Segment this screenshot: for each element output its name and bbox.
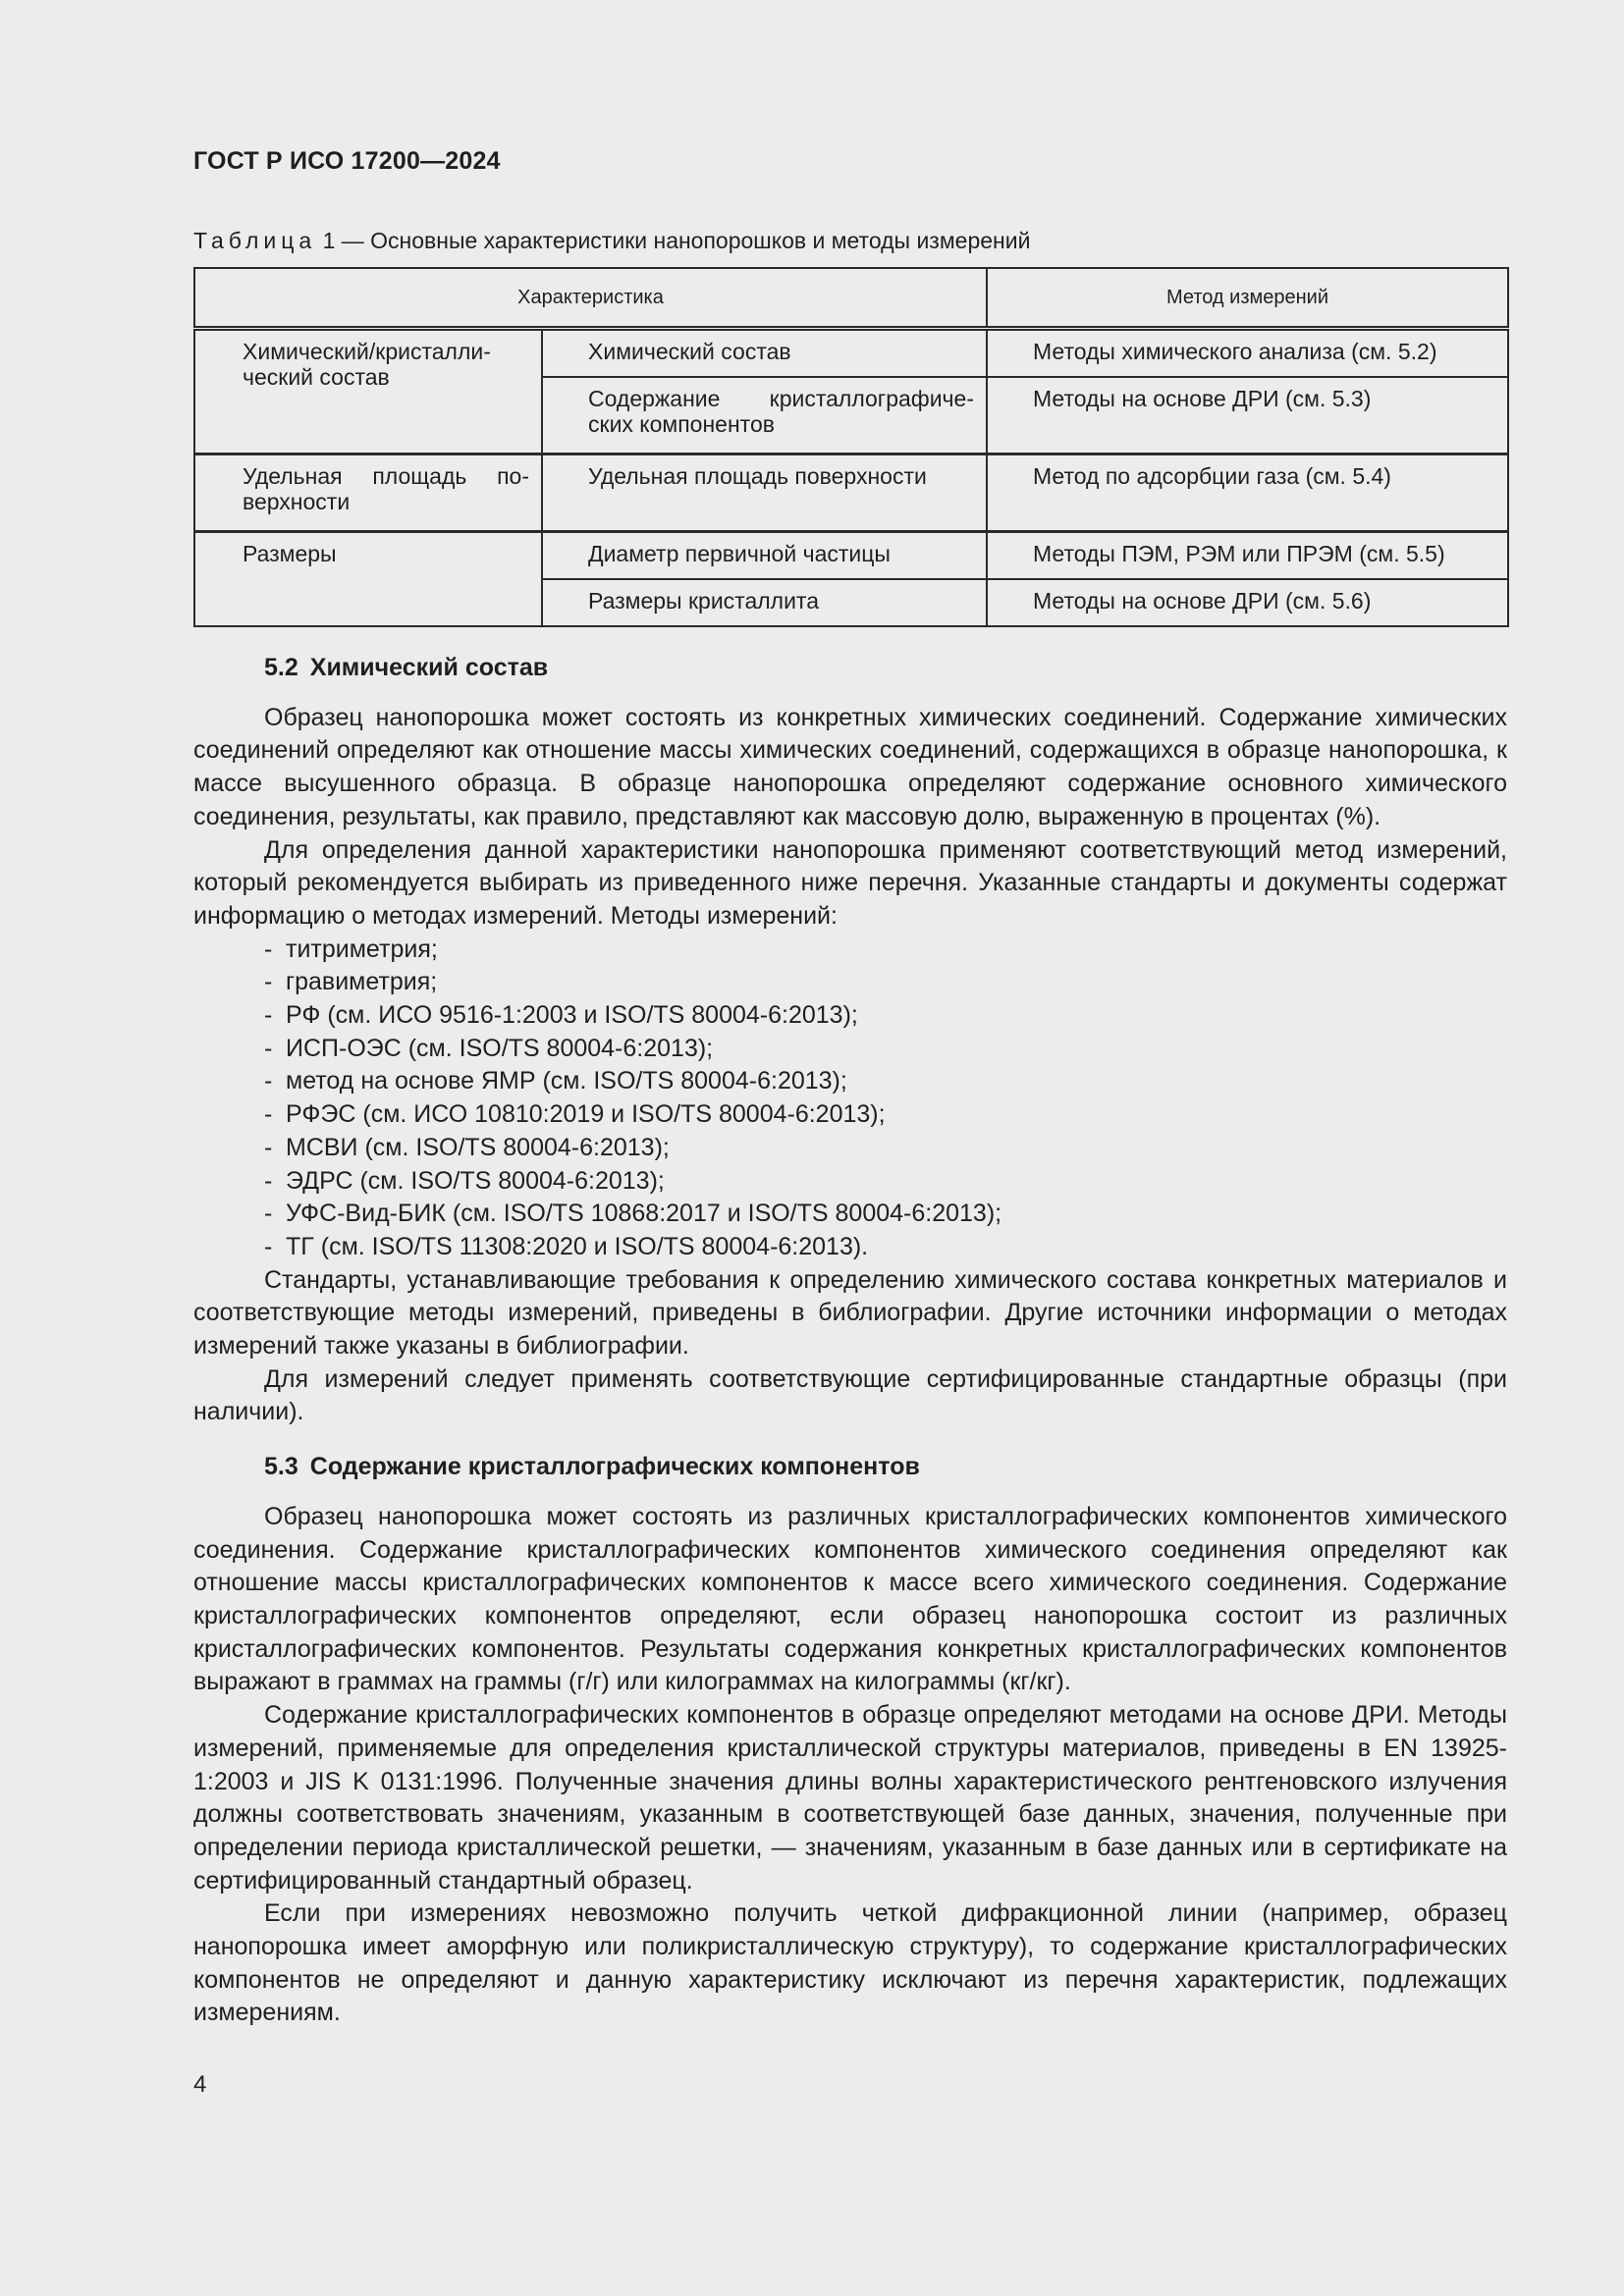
- list-item: - РФЭС (см. ИСО 10810:2019 и ISO/TS 80004-6:2013);: [264, 1100, 886, 1129]
- table-cell-text: Методы ПЭМ, РЭМ или ПРЭМ (см. 5.5): [1033, 541, 1445, 566]
- list-item-text: РФЭС (см. ИСО 10810:2019 и ISO/TS 80004-6:2013);: [286, 1100, 886, 1129]
- list-item: - ИСП-ОЭС (см. ISO/TS 80004-6:2013);: [264, 1034, 714, 1062]
- table-cell-text: Методы на основе ДРИ (см. 5.6): [1033, 588, 1372, 614]
- table-cell-text: Химический состав: [588, 339, 791, 364]
- table-cell-text: Содержание кристаллографиче-ских компонентов: [588, 386, 974, 437]
- table-cell-group: [194, 454, 542, 532]
- table-cell-group: [194, 532, 542, 627]
- list-item-text: гравиметрия;: [286, 968, 438, 996]
- table-cell-text: Удельная площадь по-верхности: [243, 463, 529, 514]
- section-heading-5-2: [193, 652, 1507, 685]
- table-cell-sub: [542, 579, 987, 626]
- list-item-text: титриметрия;: [286, 934, 438, 963]
- table-cell-method: [987, 377, 1508, 454]
- list-item: - метод на основе ЯМР (см. ISO/TS 80004-6:2013);: [264, 1067, 847, 1095]
- table-row: [194, 329, 1508, 378]
- page-number: 4: [193, 2071, 207, 2098]
- list-item-text: метод на основе ЯМР (см. ISO/TS 80004-6:2013);: [286, 1067, 847, 1095]
- paragraph: Если при измерениях невозможно получить четкой дифракционной линии (например, образец нанопорошка имеет аморфную или поликристаллическую структуру), то содержание кристаллографических компонентов не определяют и данную характеристику исключают из перечня характеристик, подлежащих измерениям.: [193, 1899, 1507, 2027]
- table-caption-prefix: Таблица: [193, 228, 317, 253]
- table-header-characteristic: Характеристика: [194, 268, 987, 329]
- list-item-text: МСВИ (см. ISO/TS 80004-6:2013);: [286, 1133, 670, 1161]
- paragraph: Для определения данной характеристики нанопорошка применяют соответствующий метод измерений, который рекомендуется выбирать из приведенного ниже перечня. Указанные стандарты и документы содержат информацию о методах измерений. Методы измерений:: [193, 835, 1507, 930]
- table-cell-text: Удельная площадь поверхности: [588, 463, 927, 489]
- list-item-text: ИСП-ОЭС (см. ISO/TS 80004-6:2013);: [286, 1034, 714, 1062]
- paragraph: Для измерений следует применять соответствующие сертифицированные стандартные образцы (при наличии).: [193, 1364, 1507, 1426]
- table-cell-text: Диаметр первичной частицы: [588, 541, 891, 566]
- section-heading-5-3: [193, 1451, 1507, 1484]
- document-header: ГОСТ Р ИСО 17200—2024: [193, 147, 501, 175]
- table-cell-method: [987, 454, 1508, 532]
- table-cell-text: Метод по адсорбции газа (см. 5.4): [1033, 463, 1391, 489]
- table-cell-text: Методы на основе ДРИ (см. 5.3): [1033, 386, 1372, 411]
- table-cell-method: [987, 329, 1508, 378]
- table-cell-sub: [542, 377, 987, 454]
- list-item: - титриметрия;: [264, 934, 438, 963]
- paragraph: Образец нанопорошка может состоять из различных кристаллографических компонентов химического соединения. Содержание кристаллографических компонентов химического соединения определяют как отношение массы кристаллографических компонентов к массе всего химического соединения. Содержание кристаллографических компонентов определяют, если образец нанопорошка состоит из различных кристаллографических компонентов. Результаты содержания конкретных кристаллографических компонентов выражают в граммах на граммы (г/г) или килограммах на килограммы (кг/кг).: [193, 1502, 1507, 1696]
- list-item: - ЭДРС (см. ISO/TS 80004-6:2013);: [264, 1166, 665, 1195]
- table-cell-text: Размеры: [243, 541, 337, 566]
- methods-list: [193, 934, 1507, 1264]
- table-cell-text: Размеры кристаллита: [588, 588, 819, 614]
- list-item-text: ЭДРС (см. ISO/TS 80004-6:2013);: [286, 1166, 665, 1195]
- table-header-row: [194, 268, 1508, 329]
- table-row: [194, 454, 1508, 532]
- paragraph: Стандарты, устанавливающие требования к определению химического состава конкретных материалов и соответствующие методы измерений, приведены в библиографии. Другие источники информации о методах измерений также указаны в библиографии.: [193, 1265, 1507, 1361]
- list-item: - ТГ (см. ISO/TS 11308:2020 и ISO/TS 80004-6:2013).: [264, 1232, 869, 1260]
- paragraph: Содержание кристаллографических компонентов в образце определяют методами на основе ДРИ. Методы измерений, применяемые для определения кристаллической структуры материалов, приведены в EN 13925-1:2003 и JIS K 0131:1996. Полученные значения длины волны характеристического рентгеновского излучения должны соответствовать значениям, указанным в соответствующей базе данных, значения, полученные при определении периода кристаллической решетки, — значениям, указанным в базе данных или в сертификате на сертифицированный стандартный образец.: [193, 1701, 1507, 1895]
- list-item: - гравиметрия;: [264, 968, 438, 996]
- table-cell-sub: [542, 532, 987, 580]
- list-item-text: УФС-Вид-БИК (см. ISO/TS 10868:2017 и ISO/TS 80004-6:2013);: [286, 1200, 1002, 1228]
- table-cell-method: [987, 532, 1508, 580]
- paragraph: Образец нанопорошка может состоять из конкретных химических соединений. Содержание химических соединений определяют как отношение массы химических соединений, содержащихся в образце нанопорошка, к массе высушенного образца. В образце нанопорошка определяют содержание основного химического соединения, результаты, как правило, представляют как массовую долю, выраженную в процентах (%).: [193, 703, 1507, 830]
- table-row: [194, 532, 1508, 580]
- table-cell-group: [194, 329, 542, 454]
- table-cell-text: Химический/кристалли-ческий состав: [243, 339, 491, 390]
- list-item: - УФС-Вид-БИК (см. ISO/TS 10868:2017 и ISO/TS 80004-6:2013);: [264, 1200, 1002, 1228]
- table-header-method: Метод измерений: [987, 268, 1508, 329]
- list-item: - РФ (см. ИСО 9516-1:2003 и ISO/TS 80004-6:2013);: [264, 1001, 858, 1030]
- characteristics-table: [193, 267, 1509, 627]
- table-cell-text: Методы химического анализа (см. 5.2): [1033, 339, 1437, 364]
- list-item-text: РФ (см. ИСО 9516-1:2003 и ISO/TS 80004-6:2013);: [286, 1001, 858, 1030]
- table-cell-method: [987, 579, 1508, 626]
- table-caption-text: 1 — Основные характеристики нанопорошков и методы измерений: [316, 228, 1031, 253]
- table-caption: [193, 228, 1030, 254]
- section-number: 5.2: [264, 654, 298, 681]
- list-item: - МСВИ (см. ISO/TS 80004-6:2013);: [264, 1133, 670, 1161]
- section-title: Содержание кристаллографических компонентов: [309, 1453, 920, 1481]
- main-content: [193, 652, 1507, 2030]
- table-cell-sub: [542, 329, 987, 378]
- section-title: Химический состав: [309, 654, 549, 681]
- list-item-text: ТГ (см. ISO/TS 11308:2020 и ISO/TS 80004-6:2013).: [286, 1232, 869, 1260]
- section-number: 5.3: [264, 1453, 298, 1481]
- table-cell-sub: [542, 454, 987, 532]
